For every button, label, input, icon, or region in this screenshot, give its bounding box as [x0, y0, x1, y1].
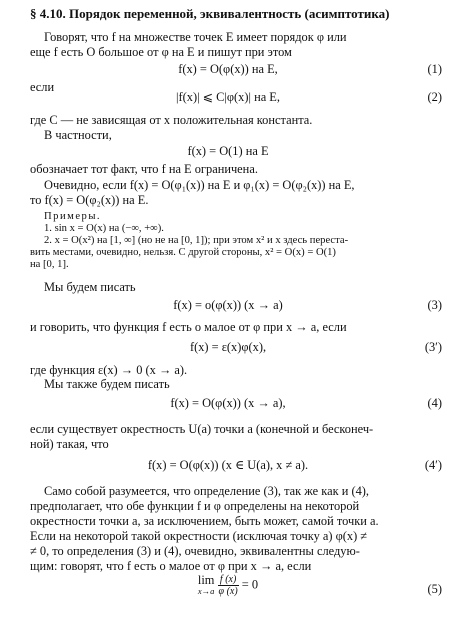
example-line: 2. x = O(x²) на [1, ∞] (но не на [0, 1]); при этом x² и x здесь переста- [44, 235, 349, 246]
text-line: В частности, [44, 128, 112, 142]
formula-2: |f(x)| ⩽ C|φ(x)| на E, [176, 90, 280, 104]
text-line: Само собой разумеется, что определение (3), так же как и (4), [44, 484, 370, 498]
example-line: 1. sin x = O(x) на (−∞, +∞). [44, 223, 164, 234]
formula-3-prime: f(x) = ε(x)φ(x), [189, 340, 267, 354]
formula-1: f(x) = O(φ(x)) на E, [178, 62, 278, 76]
text-line: то f(x) = O(φ₂(x)) на E. [30, 193, 149, 207]
text-line: еще f есть O большое от φ на E и пишут при этом [30, 45, 292, 59]
text-line: щим: говорят, что f есть o малое от φ при x → a, если [30, 559, 312, 573]
fraction-numerator: f (x) [218, 574, 239, 586]
text-line: Мы также будем писать [44, 377, 170, 391]
text-line: Очевидно, если f(x) = O(φ₁(x)) на E и φ₁(x) = O(φ₂(x)) на E, [44, 178, 355, 192]
text-line: где функция ε(x) → 0 (x → a). [30, 363, 188, 377]
equation-number: (3′) [424, 340, 442, 354]
fraction-denominator: φ (x) [218, 586, 238, 597]
text-line: обозначает тот факт, что f на E ограничена. [30, 162, 258, 176]
formula-bounded: f(x) = O(1) на E [187, 144, 269, 158]
equation-number: (4′) [424, 458, 442, 472]
equation-number: (4) [427, 396, 442, 410]
text-line: Если на некоторой такой окрестности (исключая точку a) φ(x) ≠ [30, 529, 368, 543]
text-line: Мы будем писать [44, 280, 136, 294]
text-line: и говорить, что функция f есть o малое от φ при x → a, если [30, 320, 347, 334]
text-line: ной) такая, что [30, 437, 109, 451]
example-line: вить местами, очевидно, нельзя. С другой стороны, x² = O(x) = O(1) [30, 247, 336, 258]
limit-operator [197, 572, 215, 597]
text-line: ≠ 0, то определения (3) и (4), очевидно, эквивалентны следую- [30, 544, 360, 558]
text-line: окрестности точки a, за исключением, быть может, самой точки a. [30, 514, 379, 528]
formula-4-prime: f(x) = O(φ(x)) (x ∈ U(a), x ≠ a). [147, 458, 309, 472]
text-line: предполагает, что обе функции f и φ определены на некоторой [30, 499, 360, 513]
text-line: Говорят, что f на множестве точек E имеет порядок φ или [44, 30, 347, 44]
examples-title: Примеры. [44, 211, 102, 222]
limit-word: lim [197, 572, 215, 587]
example-line: на [0, 1]. [30, 259, 69, 270]
text-line: если [30, 80, 55, 94]
formula-3: f(x) = o(φ(x)) (x → a) [173, 298, 283, 312]
equation-number: (1) [427, 62, 442, 76]
limit-subscript: x→a [197, 585, 215, 596]
section-heading: § 4.10. Порядок переменной, эквивалентность (асимптотика) [30, 6, 390, 21]
equation-number: (3) [427, 298, 442, 312]
limit-rhs: = 0 [241, 577, 259, 592]
fraction [218, 574, 239, 597]
equation-number: (2) [427, 90, 442, 104]
equation-number: (5) [427, 582, 442, 596]
text-line: если существует окрестность U(a) точки a (конечной и бесконеч- [30, 422, 374, 436]
formula-5 [0, 574, 456, 597]
text-line: где C — не зависящая от x положительная константа. [30, 113, 313, 127]
formula-4: f(x) = O(φ(x)) (x → a), [170, 396, 286, 410]
